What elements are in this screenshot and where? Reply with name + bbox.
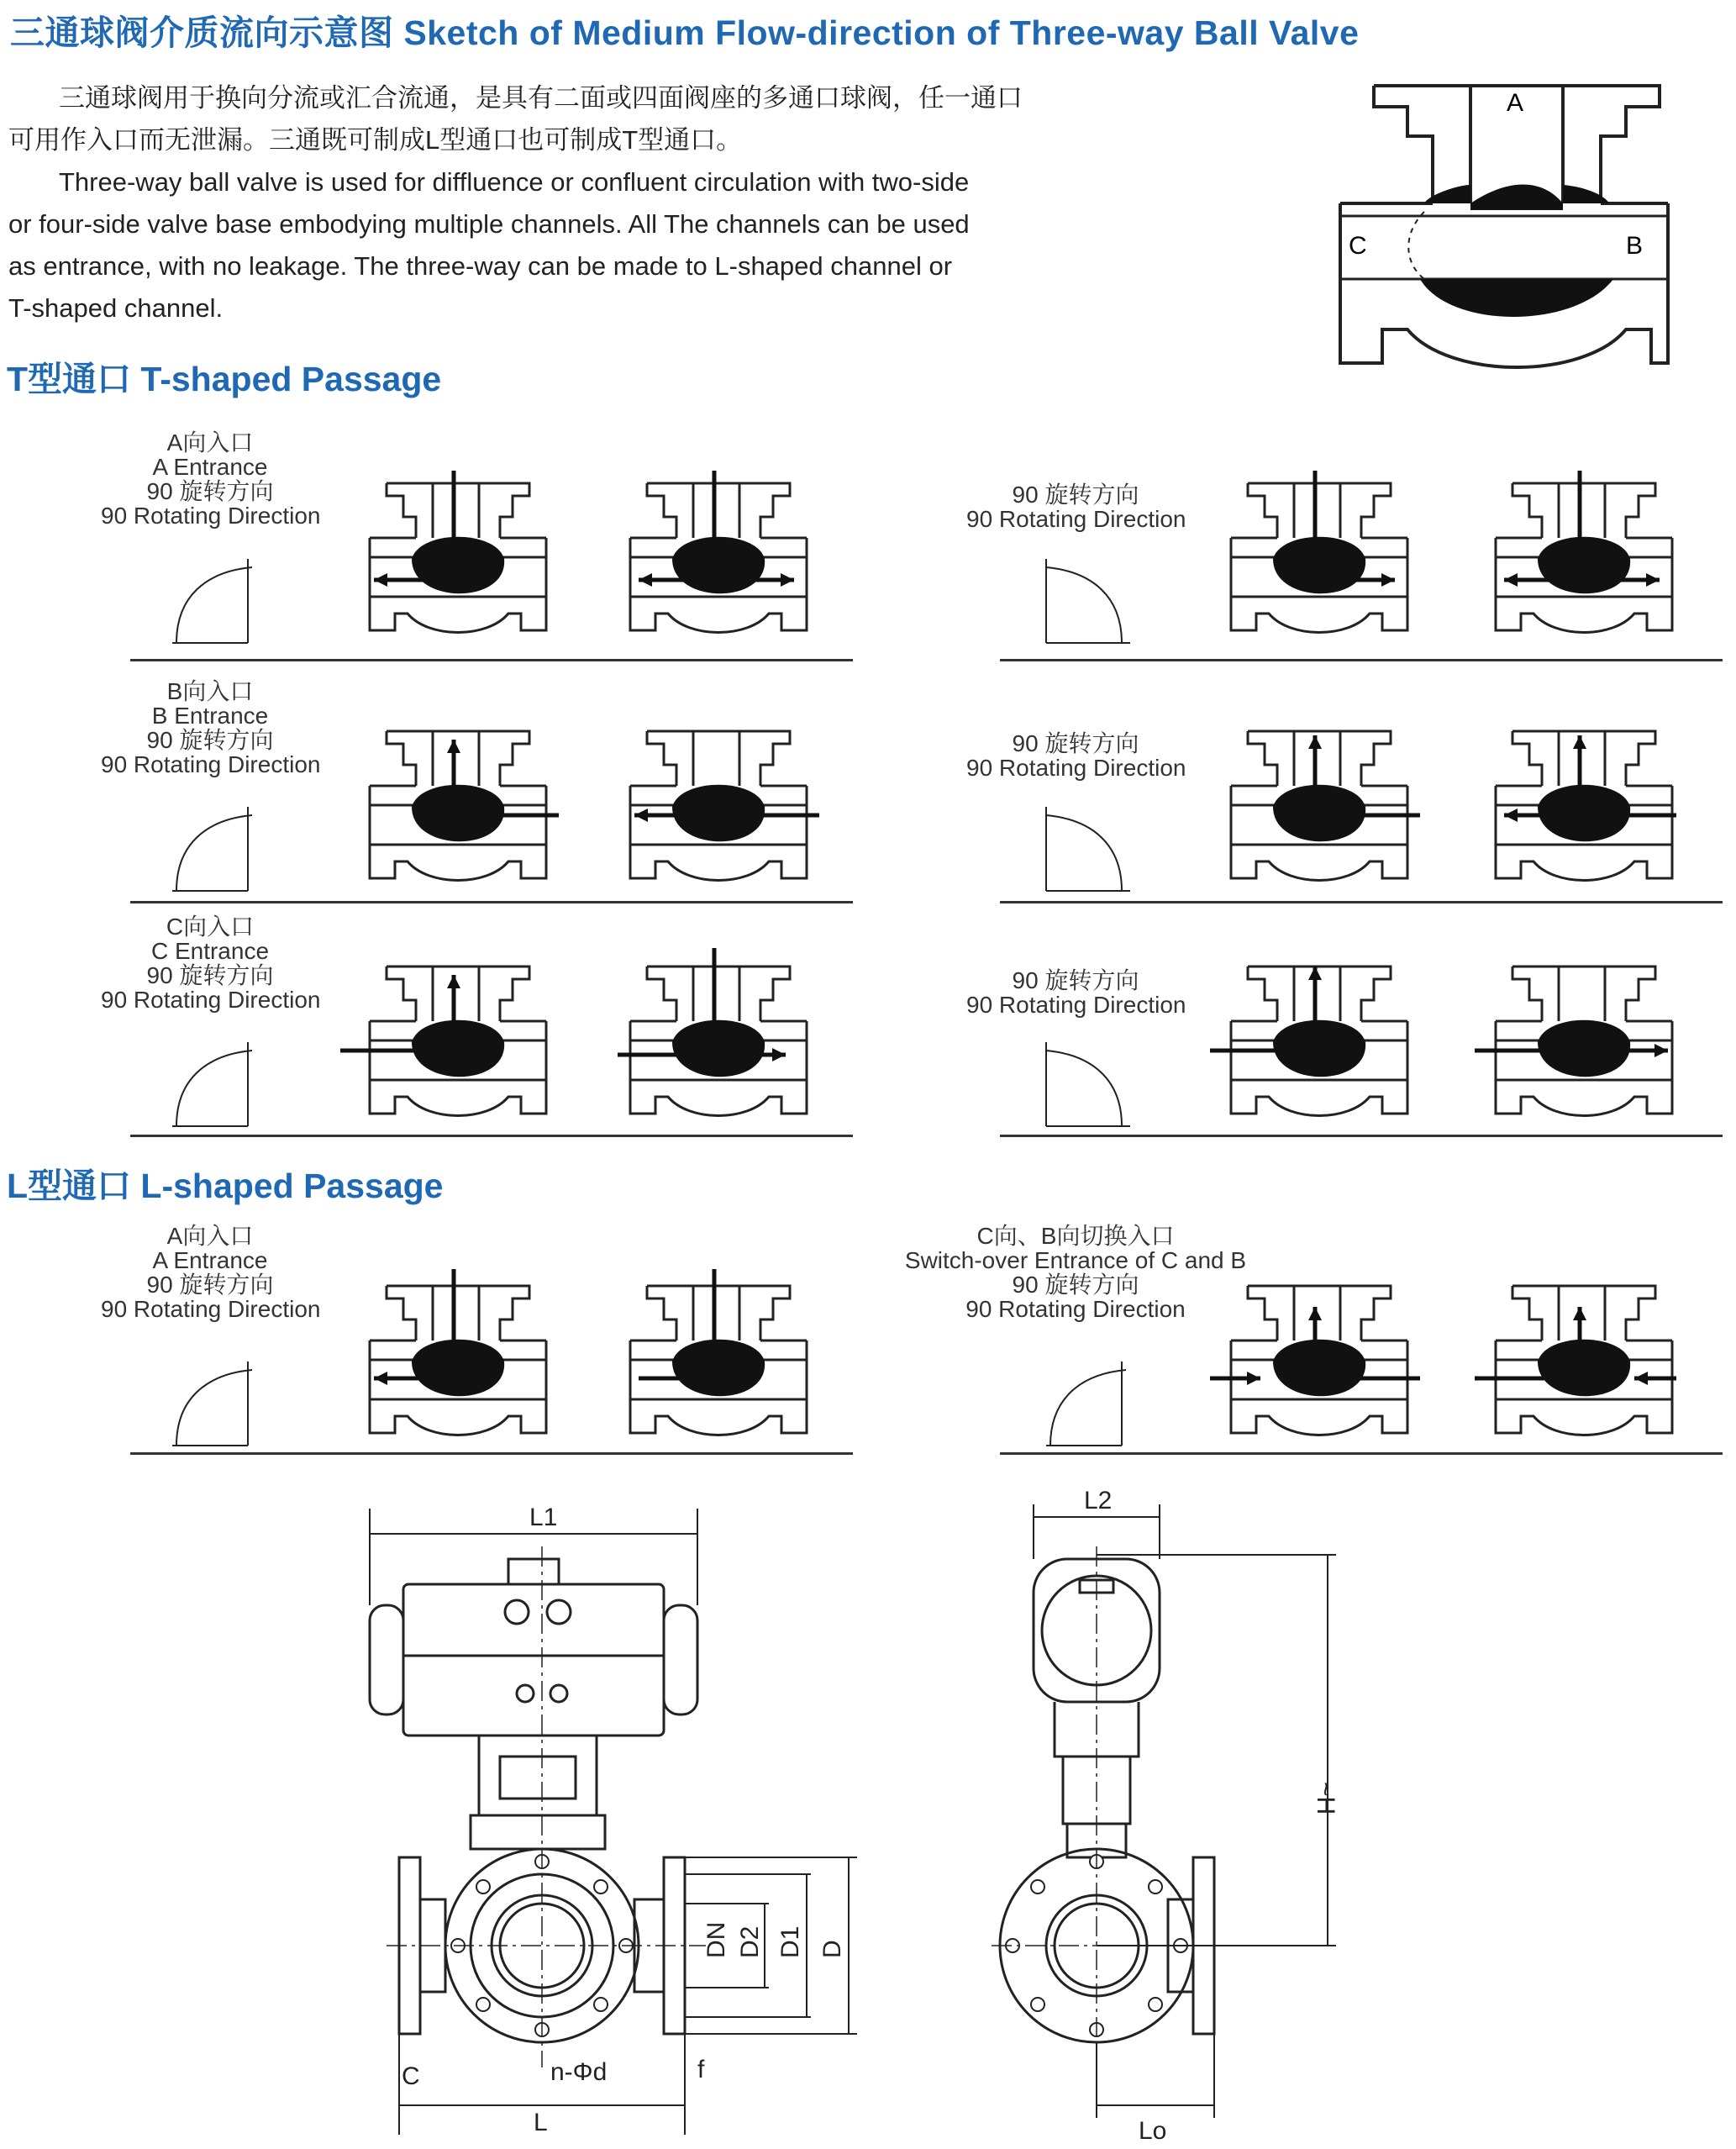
- flow-arrow-head: [639, 573, 652, 587]
- rotation-arc-ccw: [172, 1042, 252, 1126]
- flow-arrow-head: [447, 975, 460, 988]
- intro-cn-line1: 三通球阀用于换向分流或汇合流通，是具有二面或四面阀座的多通口球阀，任一通口: [59, 83, 1023, 113]
- rotation-cn: 90 旋转方向: [1012, 967, 1139, 993]
- rotation-en: 90 Rotating Direction: [966, 506, 1186, 532]
- entrance-cn: C向、B向切换入口: [976, 1223, 1175, 1249]
- entrance-cn: C向入口: [166, 914, 255, 940]
- rotation-cn: 90 旋转方向: [146, 727, 274, 753]
- t-section-title: T型通口 T-shaped Passage: [7, 360, 442, 398]
- dim-l: L: [534, 2109, 548, 2136]
- front-view-drawing: [353, 1479, 874, 2143]
- rotation-cn: 90 旋转方向: [1012, 1272, 1139, 1298]
- t-row2-valve-1: [370, 731, 546, 881]
- t-row2-valve-4: [1496, 731, 1672, 881]
- rotation-arc-ccw: [172, 807, 252, 891]
- entrance-cn: A向入口: [166, 1223, 254, 1249]
- dim-l2: L2: [1084, 1487, 1113, 1514]
- rotation-arc-cw: [1046, 559, 1130, 643]
- rotation-en: 90 Rotating Direction: [101, 503, 321, 529]
- flow-arrow-head: [1573, 1307, 1586, 1320]
- port-c-label: C: [1349, 232, 1367, 260]
- rotation-arc-ccw: [172, 1362, 252, 1446]
- dim-d2: D2: [736, 1925, 764, 1958]
- entrance-en: Switch-over Entrance of C and B: [904, 1247, 1247, 1273]
- flow-arrow-head: [1308, 1307, 1322, 1320]
- dim-n-phi-d: n-Φd: [550, 2058, 608, 2086]
- flow-arrow-head: [1247, 1372, 1260, 1385]
- l-section-title: L型通口 L-shaped Passage: [7, 1167, 444, 1205]
- side-view-drawing: [975, 1479, 1378, 2143]
- t-row2-valve-2: [630, 731, 807, 881]
- rotation-cn: 90 旋转方向: [146, 478, 274, 504]
- entrance-en: C Entrance: [150, 938, 270, 964]
- rotation-en: 90 Rotating Direction: [966, 755, 1186, 781]
- l-valve-3: [1231, 1286, 1407, 1435]
- rotation-en: 90 Rotating Direction: [966, 992, 1186, 1018]
- flow-arrow-head: [634, 809, 648, 822]
- t-row3-valve-1: [370, 967, 546, 1116]
- rotation-cn: 90 旋转方向: [146, 962, 274, 988]
- flow-arrow-head: [374, 1372, 387, 1385]
- dim-h: ~H: [1312, 1782, 1339, 1815]
- entrance-en: A Entrance: [152, 454, 268, 480]
- t-row3-valve-2: [630, 967, 807, 1116]
- dim-l1: L1: [529, 1504, 558, 1531]
- entrance-cn: B向入口: [166, 678, 254, 704]
- flow-arrow-head: [1634, 1372, 1648, 1385]
- t-row1-valve-3: [1231, 483, 1407, 633]
- t-row2-valve-3: [1231, 731, 1407, 881]
- rotation-en: 90 Rotating Direction: [965, 1296, 1186, 1322]
- rotation-arc-cw: [1046, 1042, 1130, 1126]
- entrance-en: B Entrance: [151, 703, 269, 729]
- rotation-en: 90 Rotating Direction: [101, 751, 321, 777]
- intro-en-line4: T-shaped channel.: [8, 293, 224, 323]
- t-row1-valve-1: [370, 483, 546, 633]
- dim-c: C: [402, 2062, 420, 2090]
- intro-en-line3: as entrance, with no leakage. The three-way can be made to L-shaped channel or: [8, 251, 953, 281]
- rotation-en: 90 Rotating Direction: [101, 1296, 321, 1322]
- intro-en-line2: or four-side valve base embodying multiple channels. All The channels can be used: [8, 209, 970, 239]
- dim-f: f: [697, 2056, 705, 2083]
- rotation-arc-ccw: [172, 559, 252, 643]
- flow-arrow-head: [1573, 735, 1586, 749]
- intro-cn-line2: 可用作入口而无泄漏。三通既可制成L型通口也可制成T型通口。: [8, 125, 743, 155]
- rotation-arc-ccw: [1046, 1362, 1126, 1446]
- dim-dn: DN: [702, 1921, 730, 1958]
- flow-arrow-head: [374, 573, 387, 587]
- t-row1-valve-4: [1496, 483, 1672, 633]
- rotation-cn: 90 旋转方向: [1012, 730, 1139, 756]
- t-row3-valve-4: [1496, 967, 1672, 1116]
- flow-arrow-head: [1504, 573, 1518, 587]
- l-valve-2: [630, 1286, 807, 1435]
- rotation-cn: 90 旋转方向: [146, 1272, 274, 1298]
- flow-arrow-head: [1308, 967, 1322, 980]
- entrance-en: A Entrance: [152, 1247, 268, 1273]
- t-row1-valve-2: [630, 483, 807, 633]
- page-title: 三通球阀介质流向示意图 Sketch of Medium Flow-direction of Three-way Ball Valve: [10, 13, 1360, 52]
- flow-arrow-head: [447, 740, 460, 753]
- rotation-cn: 90 旋转方向: [1012, 482, 1139, 508]
- flow-arrow-head: [772, 1048, 786, 1061]
- l-valve-1: [370, 1286, 546, 1435]
- rotation-arc-cw: [1046, 807, 1130, 891]
- intro-en-line1: Three-way ball valve is used for diffluence or confluent circulation with two-side: [59, 167, 970, 197]
- entrance-cn: A向入口: [166, 429, 254, 456]
- flow-arrow-head: [1308, 735, 1322, 749]
- dim-d1: D1: [776, 1925, 804, 1958]
- rotation-en: 90 Rotating Direction: [101, 987, 321, 1013]
- flow-arrow-head: [1381, 573, 1395, 587]
- port-b-label: B: [1626, 232, 1644, 260]
- flow-arrow-head: [1504, 809, 1518, 822]
- t-row3-valve-3: [1231, 967, 1407, 1116]
- dim-d: D: [818, 1940, 846, 1958]
- flow-arrow-head: [1654, 1044, 1668, 1057]
- port-a-label: A: [1507, 89, 1524, 117]
- dim-lo: Lo: [1139, 2117, 1167, 2143]
- l-valve-4: [1496, 1286, 1672, 1435]
